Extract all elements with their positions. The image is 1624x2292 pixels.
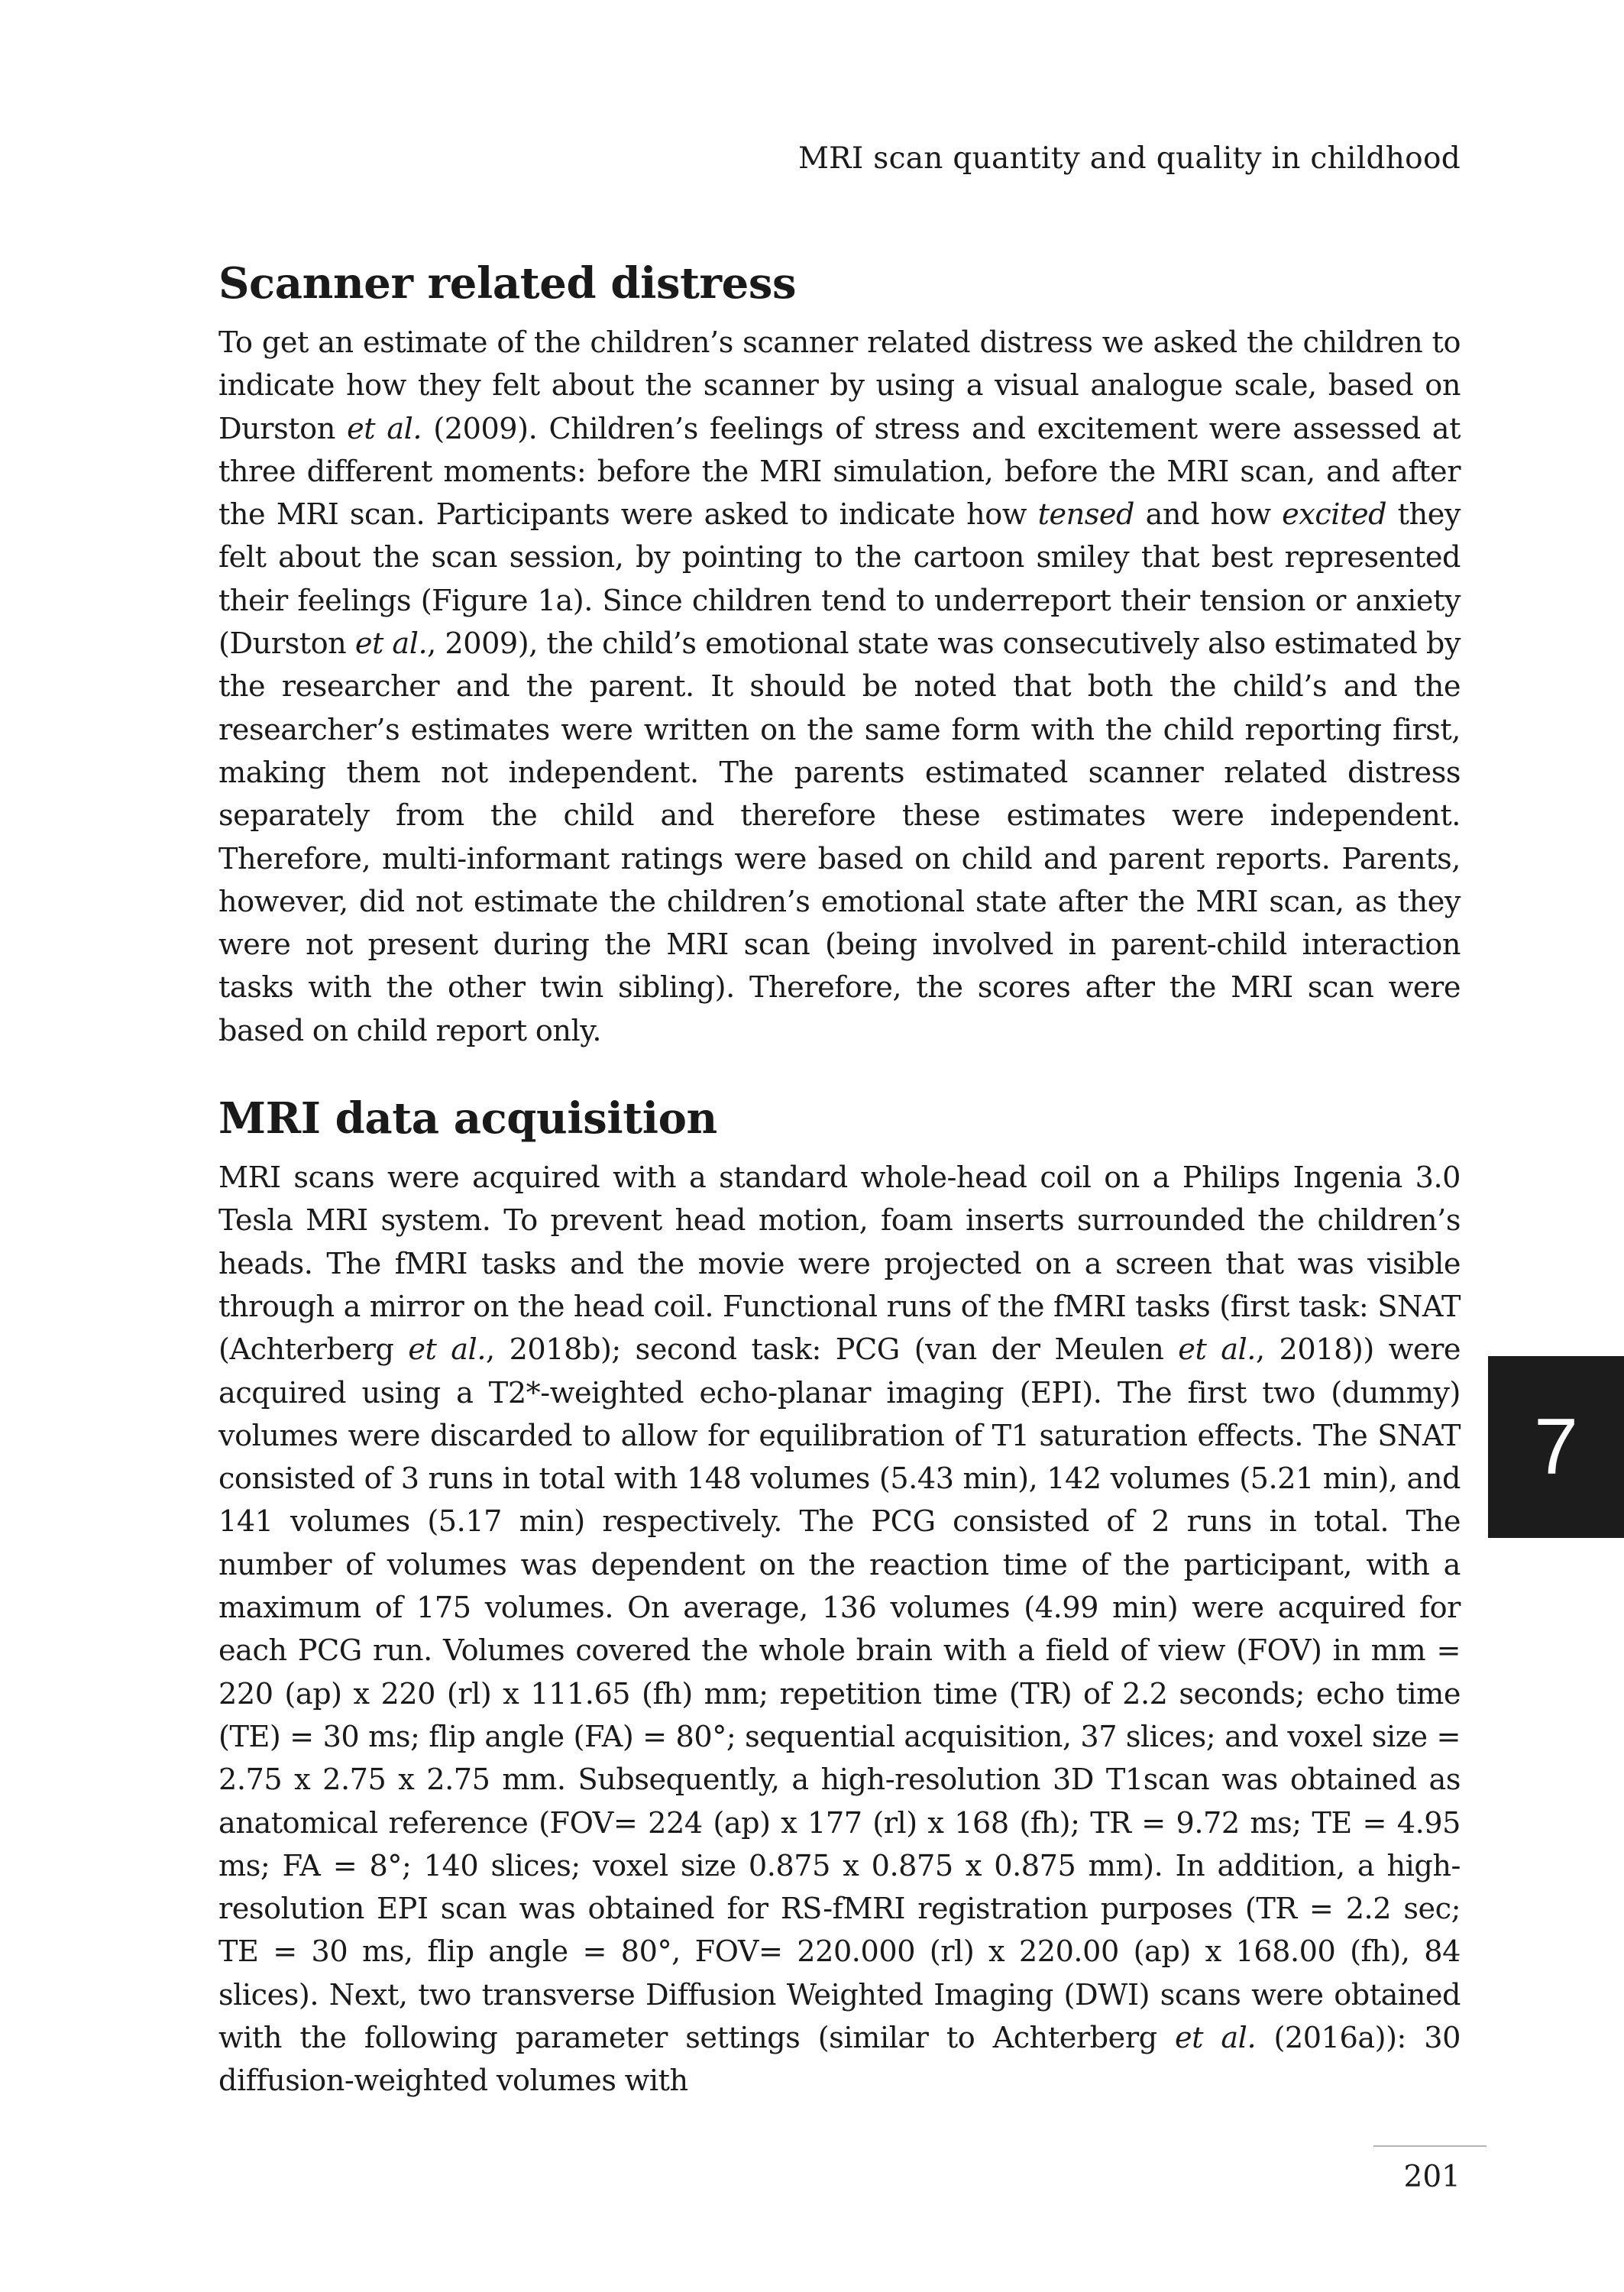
running-header: MRI scan quantity and quality in childhood <box>797 141 1461 176</box>
text-run: (2009). Children’s feelings of stress and excitement were assessed at three different moments: before the MRI simulation, before the MRI scan, and after the MRI scan. Participants were asked to indicate how <box>218 412 1461 533</box>
section-mri-acquisition <box>218 1091 1461 2103</box>
italic-text-run: et al. <box>1174 2021 1257 2055</box>
italic-text-run: et al. <box>354 627 428 662</box>
italic-text-run: excited <box>1282 498 1387 533</box>
text-run: , 2009), the child’s emotional state was consecutively also estimated by the researcher and the parent. It should be noted that both the child’s and the researcher’s estimates were written on the same form with the child reporting first, making them not independent. The parents estimated scanner related distress separately from the child and therefore these estimates were independent. Therefore, multi-informant ratings were based on child and parent reports. Parents, however, did not estimate the children’s emotional state after the MRI scan, as they were not present during the MRI scan (being involved in parent-child interaction tasks with the other twin sibling). Therefore, the scores after the MRI scan were based on child report only. <box>218 627 1461 1048</box>
chapter-tab: 7 <box>1488 1356 1624 1538</box>
text-run: (2016a)): 30 diffusion-weighted volumes with <box>218 2021 1461 2099</box>
section-paragraph <box>218 322 1461 1053</box>
page-body <box>218 256 1461 2103</box>
footer-divider <box>1373 2145 1487 2147</box>
italic-text-run: et al. <box>1178 1333 1256 1368</box>
section-paragraph <box>218 1157 1461 2103</box>
text-run: , 2018)) were acquired using a T2*-weighted echo-planar imaging (EPI). The first two (dummy) volumes were discarded to allow for equilibration of T1 saturation effects. The SNAT consisted of 3 runs in total with 148 volumes (5.43 min), 142 volumes (5.21 min), and 141 volumes (5.17 min) respectively. The PCG consisted of 2 runs in total. The number of volumes was dependent on the reaction time of the participant, with a maximum of 175 volumes. On average, 136 volumes (4.99 min) were acquired for each PCG run. Volumes covered the whole brain with a field of view (FOV) in mm = 220 (ap) x 220 (rl) x 111.65 (fh) mm; repetition time (TR) of 2.2 seconds; echo time (TE) = 30 ms; flip angle (FA) = 80°; sequential acquisition, 37 slices; and voxel size = 2.75 x 2.75 x 2.75 mm. Subsequently, a high-resolution 3D T1scan was obtained as anatomical reference (FOV= 224 (ap) x 177 (rl) x 168 (fh); TR = 9.72 ms; TE = 4.95 ms; FA = 8°; 140 slices; voxel size 0.875 x 0.875 x 0.875 mm). In addition, a high-resolution EPI scan was obtained for RS-fMRI registration purposes (TR = 2.2 sec; TE = 30 ms, flip angle = 80°, FOV= 220.000 (rl) x 220.00 (ap) x 168.00 (fh), 84 slices). Next, two transverse Diffusion Weighted Imaging (DWI) scans were obtained with the following parameter settings (similar to Achterberg <box>218 1333 1461 2055</box>
page-number: 201 <box>1403 2160 1461 2194</box>
italic-text-run: et al. <box>347 412 422 446</box>
text-run: MRI scans were acquired with a standard whole-head coil on a Philips Ingenia 3.0 Tesla MRI system. To prevent head motion, foam inserts surrounded the children’s heads. The fMRI tasks and the movie were projected on a screen that was visible through a mirror on the head coil. Functional runs of the fMRI tasks (first task: SNAT (Achterberg <box>218 1161 1461 1368</box>
text-run: and how <box>1134 498 1283 533</box>
text-run: they felt about the scan session, by pointing to the cartoon smiley that best represented their feelings (Figure 1a). Since children tend to underreport their tension or anxiety (Durston <box>218 498 1461 662</box>
italic-text-run: tensed <box>1037 498 1135 533</box>
text-run: To get an estimate of the children’s scanner related distress we asked the children to indicate how they felt about the scanner by using a visual analogue scale, based on Durston <box>218 326 1461 446</box>
text-run: , 2018b); second task: PCG (van der Meulen <box>486 1333 1179 1368</box>
section-scanner-distress <box>218 256 1461 1053</box>
section-heading: MRI data acquisition <box>218 1093 717 1144</box>
italic-text-run: et al. <box>408 1333 487 1368</box>
section-heading: Scanner related distress <box>218 258 797 309</box>
